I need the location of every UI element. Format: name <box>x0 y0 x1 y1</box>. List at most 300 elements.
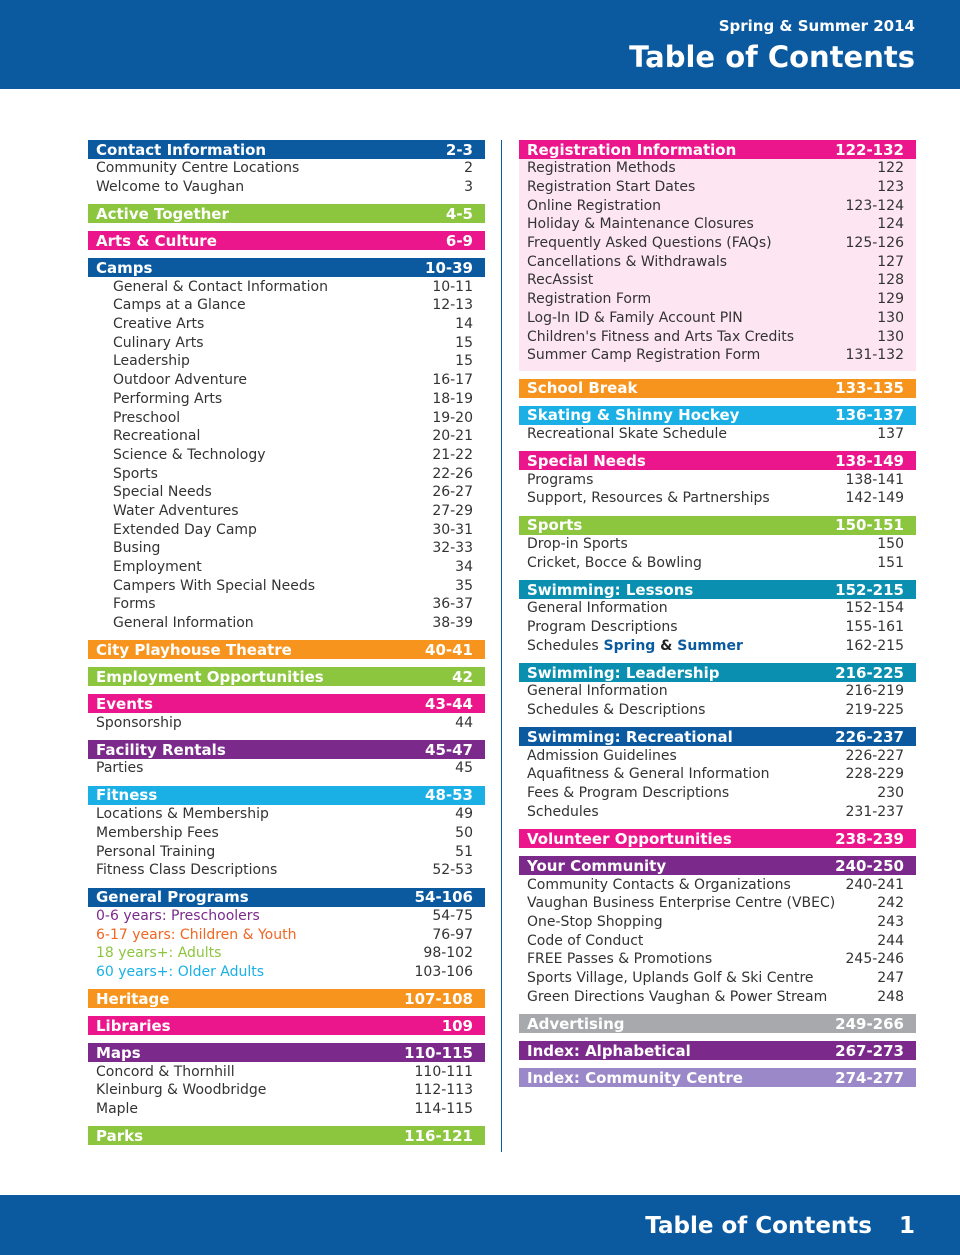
toc-entry[interactable] <box>519 746 916 765</box>
entry-label-text: Schedules <box>527 803 599 820</box>
entry-label-text: Camps at a Glance <box>113 297 246 314</box>
toc-entry[interactable] <box>519 682 916 701</box>
entry-label-text: Holiday & Maintenance Closures <box>527 216 754 233</box>
section-header[interactable] <box>88 888 485 907</box>
toc-entry[interactable] <box>519 894 916 913</box>
toc-entry[interactable] <box>519 636 916 655</box>
section-header[interactable] <box>519 140 916 159</box>
toc-entry[interactable] <box>88 159 485 178</box>
section-title: Special Needs <box>527 451 646 470</box>
entry-pages: 122 <box>877 160 904 177</box>
toc-entry[interactable] <box>519 346 916 365</box>
entry-label <box>527 490 770 506</box>
entry-label-text: 0-6 years: Preschoolers <box>96 907 260 924</box>
section-header[interactable] <box>88 1043 485 1062</box>
entry-label-text: General Information <box>527 600 668 617</box>
section-header[interactable] <box>88 640 485 659</box>
entry-pages: 32-33 <box>432 540 473 557</box>
entry-label <box>96 179 244 195</box>
section-pages: 40-41 <box>425 640 473 659</box>
section-title: Volunteer Opportunities <box>527 829 732 848</box>
toc-entry[interactable] <box>88 502 485 521</box>
section-header[interactable] <box>88 140 485 159</box>
entry-label-text: Cricket, Bocce & Bowling <box>527 554 702 571</box>
toc-entry[interactable] <box>88 576 485 595</box>
entry-label <box>113 447 266 463</box>
entry-label <box>527 216 754 232</box>
section-header[interactable] <box>88 258 485 277</box>
toc-entry[interactable] <box>88 408 485 427</box>
toc-entry[interactable] <box>519 252 916 271</box>
entry-label <box>527 347 760 363</box>
toc-entry[interactable] <box>88 963 485 982</box>
section-pages: 42 <box>452 667 473 686</box>
toc-entry[interactable] <box>88 925 485 944</box>
entry-label <box>113 428 200 444</box>
toc-entry[interactable] <box>519 599 916 618</box>
toc-entry[interactable] <box>519 931 916 950</box>
section-header[interactable] <box>88 1016 485 1035</box>
toc-entry[interactable] <box>88 595 485 614</box>
entry-label <box>527 804 599 820</box>
toc-section-index-alphabetical <box>519 1041 916 1060</box>
entry-label-text: Admission Guidelines <box>527 747 677 764</box>
entry-pages: 244 <box>877 932 904 949</box>
entry-pages: 45 <box>455 760 473 777</box>
toc-entry[interactable] <box>88 520 485 539</box>
section-pages: 249-266 <box>835 1014 904 1033</box>
entry-label-highlight: Summer <box>672 637 743 654</box>
entry-label-text: Culinary Arts <box>113 334 204 351</box>
entry-label-text: Leadership <box>113 353 190 370</box>
section-header[interactable] <box>88 694 485 713</box>
toc-entry[interactable] <box>519 309 916 328</box>
entry-label-text: Vaughan Business Enterprise Centre (VBEC) <box>527 895 836 912</box>
edition-subtitle: Spring & Summer 2014 <box>718 17 915 35</box>
toc-entry[interactable] <box>519 290 916 309</box>
entry-label-text: Sports Village, Uplands Golf & Ski Centre <box>527 969 814 986</box>
entry-pages: 30-31 <box>432 521 473 538</box>
entry-pages: 123-124 <box>845 197 904 214</box>
entry-label-text: Program Descriptions <box>527 619 678 636</box>
toc-entry[interactable] <box>88 464 485 483</box>
entry-pages: 155-161 <box>845 619 904 636</box>
entry-pages: 130 <box>877 309 904 326</box>
entry-pages: 127 <box>877 253 904 270</box>
toc-entry[interactable] <box>519 553 916 572</box>
entry-pages: 242 <box>877 895 904 912</box>
entry-label-text: General Information <box>113 615 254 632</box>
section-header[interactable] <box>519 516 916 535</box>
toc-section-registration-information <box>519 140 916 371</box>
toc-entry[interactable] <box>519 425 916 444</box>
section-title: Advertising <box>527 1014 625 1033</box>
entry-pages: 51 <box>455 843 473 860</box>
entry-pages: 231-237 <box>845 803 904 820</box>
entry-label-text: Welcome to Vaughan <box>96 179 245 196</box>
entry-pages: 16-17 <box>432 372 473 389</box>
entry-pages: 240-241 <box>845 876 904 893</box>
section-header[interactable] <box>519 1068 916 1087</box>
toc-entry[interactable] <box>519 875 916 894</box>
entry-label-text: General Information <box>527 683 668 700</box>
toc-entry[interactable] <box>519 950 916 969</box>
entry-pages: 137 <box>877 425 904 442</box>
toc-entry[interactable] <box>88 539 485 558</box>
entry-pages: 54-75 <box>432 907 473 924</box>
entry-pages: 131-132 <box>845 347 904 364</box>
entry-label-text: Frequently Asked Questions (FAQs) <box>527 235 772 252</box>
toc-section-heritage <box>88 989 485 1008</box>
entry-label <box>113 615 254 631</box>
toc-entry[interactable] <box>519 803 916 822</box>
section-title: Libraries <box>96 1016 171 1035</box>
toc-entry[interactable] <box>88 371 485 390</box>
toc-section-general-programs <box>88 888 485 982</box>
toc-entry[interactable] <box>88 446 485 465</box>
entry-label-text: Registration Methods <box>527 160 676 177</box>
entry-label <box>113 353 190 369</box>
entry-pages: 130 <box>877 328 904 345</box>
section-title: Fitness <box>96 786 158 805</box>
toc-entry[interactable] <box>519 784 916 803</box>
entry-label <box>527 179 695 195</box>
toc-entry[interactable] <box>88 842 485 861</box>
section-header[interactable] <box>88 204 485 223</box>
entry-label-text: Parties <box>96 760 144 777</box>
entry-pages: 162-215 <box>845 637 904 654</box>
toc-entry[interactable] <box>88 713 485 732</box>
toc-entry[interactable] <box>88 315 485 334</box>
toc-entry[interactable] <box>519 178 916 197</box>
section-header[interactable] <box>519 727 916 746</box>
section-pages: 10-39 <box>425 258 473 277</box>
section-header[interactable] <box>88 786 485 805</box>
section-title: Maps <box>96 1043 141 1062</box>
entry-pages: 228-229 <box>845 766 904 783</box>
section-title: Your Community <box>527 856 667 875</box>
toc-section-swimming-leadership <box>519 663 916 719</box>
entry-label <box>527 254 727 270</box>
entry-label-highlight: Spring <box>598 637 656 654</box>
entry-label-text: Community Centre Locations <box>96 160 300 177</box>
entry-pages: 15 <box>455 353 473 370</box>
section-title: Swimming: Lessons <box>527 580 694 599</box>
entry-label <box>96 908 260 924</box>
entry-label <box>113 391 222 407</box>
toc-section-active-together <box>88 204 485 223</box>
entry-label <box>527 877 791 893</box>
entry-label <box>96 927 296 943</box>
entry-pages: 245-246 <box>845 951 904 968</box>
entry-label-text: Programs <box>527 471 594 488</box>
entry-label <box>527 638 743 654</box>
section-pages: 238-239 <box>835 829 904 848</box>
toc-section-advertising <box>519 1014 916 1033</box>
section-title: Swimming: Leadership <box>527 663 720 682</box>
section-title: Index: Community Centre <box>527 1068 743 1087</box>
entry-pages: 151 <box>877 554 904 571</box>
entry-label-text: Recreational <box>113 428 201 445</box>
entry-label <box>96 825 219 841</box>
entry-label-text: Online Registration <box>527 197 662 214</box>
entry-pages: 12-13 <box>432 297 473 314</box>
entry-label <box>527 748 677 764</box>
entry-pages: 38-39 <box>432 615 473 632</box>
entry-label-text: Campers With Special Needs <box>113 577 316 594</box>
section-title: Employment Opportunities <box>96 667 324 686</box>
entry-label <box>527 989 827 1005</box>
toc-section-swimming-recreational <box>519 727 916 821</box>
toc-entry[interactable] <box>519 327 916 346</box>
toc-entry[interactable] <box>519 271 916 290</box>
entry-label <box>527 785 729 801</box>
entry-label <box>527 472 593 488</box>
entry-label <box>527 683 668 699</box>
entry-label-text: Special Needs <box>113 484 212 501</box>
entry-label <box>113 316 204 332</box>
toc-entry[interactable] <box>519 196 916 215</box>
entry-pages: 142-149 <box>845 490 904 507</box>
entry-label-text: Sponsorship <box>96 714 182 731</box>
entry-pages: 21-22 <box>432 446 473 463</box>
entry-pages: 20-21 <box>432 428 473 445</box>
entry-label <box>527 914 663 930</box>
entry-label-text: Employment <box>113 559 202 576</box>
entry-label-text: Log-In ID & Family Account PIN <box>527 309 743 326</box>
toc-entry[interactable] <box>88 296 485 315</box>
entry-label-text: Concord & Thornhill <box>96 1063 235 1080</box>
section-pages: 48-53 <box>425 786 473 805</box>
section-header[interactable] <box>519 379 916 398</box>
entry-label-text: Outdoor Adventure <box>113 372 248 389</box>
section-pages: 226-237 <box>835 727 904 746</box>
section-header[interactable] <box>519 829 916 848</box>
entry-label <box>96 1082 266 1098</box>
section-pages: 152-215 <box>835 580 904 599</box>
entry-label-text: Aquafitness & General Information <box>527 766 770 783</box>
toc-entry[interactable] <box>519 470 916 489</box>
entry-label-text: Sports <box>113 465 158 482</box>
toc-section-skating-shinny-hockey <box>519 406 916 444</box>
section-header[interactable] <box>519 451 916 470</box>
toc-entry[interactable] <box>88 907 485 926</box>
toc-entry[interactable] <box>519 765 916 784</box>
entry-label-text: One-Stop Shopping <box>527 913 663 930</box>
entry-pages: 125-126 <box>845 235 904 252</box>
toc-entry[interactable] <box>88 824 485 843</box>
entry-label-text: Fitness Class Descriptions <box>96 862 278 879</box>
entry-pages: 19-20 <box>432 409 473 426</box>
entry-pages: 150 <box>877 535 904 552</box>
entry-label <box>113 410 180 426</box>
toc-section-camps <box>88 258 485 632</box>
toc-section-libraries <box>88 1016 485 1035</box>
entry-label <box>527 766 770 782</box>
section-pages: 6-9 <box>445 231 473 250</box>
entry-label-text: Creative Arts <box>113 316 205 333</box>
section-title: Skating & Shinny Hockey <box>527 406 740 425</box>
toc-entry[interactable] <box>519 701 916 720</box>
entry-pages: 34 <box>455 559 473 576</box>
toc-entry[interactable] <box>88 277 485 296</box>
toc-entry[interactable] <box>88 427 485 446</box>
toc-entry[interactable] <box>519 969 916 988</box>
toc-section-sports <box>519 516 916 572</box>
entry-pages: 112-113 <box>414 1082 473 1099</box>
entry-label-text: 6-17 years: Children & Youth <box>96 926 297 943</box>
toc-section-maps <box>88 1043 485 1118</box>
entry-label-text: Fees & Program Descriptions <box>527 785 730 802</box>
entry-pages: 114-115 <box>414 1101 473 1118</box>
entry-label-text: Cancellations & Withdrawals <box>527 253 728 270</box>
entry-pages: 243 <box>877 913 904 930</box>
section-pages: 122-132 <box>835 140 904 159</box>
entry-pages: 230 <box>877 785 904 802</box>
section-pages: 240-250 <box>835 856 904 875</box>
entry-pages: 36-37 <box>432 596 473 613</box>
entry-pages: 22-26 <box>432 465 473 482</box>
toc-entry[interactable] <box>519 215 916 234</box>
entry-pages: 44 <box>455 714 473 731</box>
page-number: 1 <box>898 1213 915 1239</box>
toc-entry[interactable] <box>88 558 485 577</box>
entry-pages: 103-106 <box>414 963 473 980</box>
entry-pages: 2 <box>464 160 473 177</box>
entry-pages: 248 <box>877 988 904 1005</box>
entry-label <box>527 600 668 616</box>
section-header[interactable] <box>88 989 485 1008</box>
entry-label <box>527 291 651 307</box>
toc-entry[interactable] <box>519 234 916 253</box>
entry-pages: 129 <box>877 291 904 308</box>
entry-pages: 110-111 <box>414 1063 473 1080</box>
entry-label-text: Green Directions Vaughan & Power Stream <box>527 988 828 1005</box>
entry-label-text: Community Contacts & Organizations <box>527 876 791 893</box>
entry-pages: 138-141 <box>845 471 904 488</box>
entry-label <box>113 522 257 538</box>
toc-entry[interactable] <box>88 944 485 963</box>
entry-label-text: Locations & Membership <box>96 806 269 823</box>
toc-entry[interactable] <box>88 352 485 371</box>
entry-pages: 52-53 <box>432 862 473 879</box>
toc-entry[interactable] <box>519 159 916 178</box>
section-title: Facility Rentals <box>96 740 226 759</box>
section-title: Sports <box>527 516 583 535</box>
section-pages: 109 <box>441 1016 473 1035</box>
section-title: General Programs <box>96 888 249 907</box>
section-pages: 138-149 <box>835 451 904 470</box>
entry-label-highlight: & <box>655 637 673 654</box>
section-pages: 110-115 <box>404 1043 473 1062</box>
toc-entry[interactable] <box>519 913 916 932</box>
toc-entry[interactable] <box>88 390 485 409</box>
entry-label <box>96 806 269 822</box>
entry-label <box>113 279 328 295</box>
entry-label <box>527 235 772 251</box>
toc-entry[interactable] <box>519 535 916 554</box>
entry-label-text: Recreational Skate Schedule <box>527 425 727 442</box>
right-column <box>519 140 916 1087</box>
toc-section-parks <box>88 1126 485 1145</box>
toc-section-your-community <box>519 856 916 1006</box>
section-header[interactable] <box>88 1126 485 1145</box>
entry-pages: 76-97 <box>432 926 473 943</box>
entry-label-text: Forms <box>113 596 156 613</box>
section-title: City Playhouse Theatre <box>96 640 292 659</box>
section-header[interactable] <box>519 663 916 682</box>
section-header[interactable] <box>519 1014 916 1033</box>
section-header[interactable] <box>88 231 485 250</box>
entry-pages: 35 <box>455 577 473 594</box>
entry-label-text: Support, Resources & Partnerships <box>527 490 770 507</box>
entry-label <box>96 715 182 731</box>
section-header[interactable] <box>88 740 485 759</box>
toc-entry[interactable] <box>88 178 485 197</box>
entry-label <box>113 596 156 612</box>
section-header[interactable] <box>519 856 916 875</box>
toc-entry[interactable] <box>88 1081 485 1100</box>
entry-label <box>113 297 246 313</box>
entry-label <box>527 555 702 571</box>
toc-section-employment-opportunities <box>88 667 485 686</box>
entry-label <box>527 619 678 635</box>
section-header[interactable] <box>519 1041 916 1060</box>
entry-label <box>527 329 794 345</box>
entry-label <box>527 702 705 718</box>
entry-pages: 123 <box>877 179 904 196</box>
section-title: Camps <box>96 258 153 277</box>
toc-entry[interactable] <box>88 1100 485 1119</box>
entry-pages: 128 <box>877 272 904 289</box>
toc-section-school-break <box>519 379 916 398</box>
toc-entry[interactable] <box>519 489 916 508</box>
entry-label <box>96 1101 138 1117</box>
toc-entry[interactable] <box>519 987 916 1006</box>
section-header[interactable] <box>88 667 485 686</box>
toc-section-fitness <box>88 786 485 880</box>
toc-entry[interactable] <box>88 333 485 352</box>
toc-entry[interactable] <box>88 805 485 824</box>
toc-entry[interactable] <box>88 861 485 880</box>
entry-label <box>96 844 215 860</box>
section-pages: 150-151 <box>835 516 904 535</box>
entry-label <box>113 335 204 351</box>
entry-label-text: Schedules & Descriptions <box>527 702 706 719</box>
entry-pages: 247 <box>877 969 904 986</box>
section-pages: 274-277 <box>835 1068 904 1087</box>
column-divider <box>501 140 502 1152</box>
entry-label <box>96 964 264 980</box>
section-title: Contact Information <box>96 140 267 159</box>
section-header[interactable] <box>519 580 916 599</box>
section-title: Heritage <box>96 989 170 1008</box>
toc-entry[interactable] <box>88 759 485 778</box>
toc-section-volunteer-opportunities <box>519 829 916 848</box>
toc-entry[interactable] <box>88 1062 485 1081</box>
entry-label-text: Preschool <box>113 409 181 426</box>
toc-section-facility-rentals <box>88 740 485 778</box>
toc-entry[interactable] <box>88 614 485 633</box>
toc-section-events <box>88 694 485 732</box>
entry-label <box>96 160 299 176</box>
entry-label-text: Science & Technology <box>113 446 266 463</box>
toc-entry[interactable] <box>88 483 485 502</box>
section-title: School Break <box>527 379 638 398</box>
entry-label <box>527 951 712 967</box>
toc-entry[interactable] <box>519 618 916 637</box>
section-header[interactable] <box>519 406 916 425</box>
